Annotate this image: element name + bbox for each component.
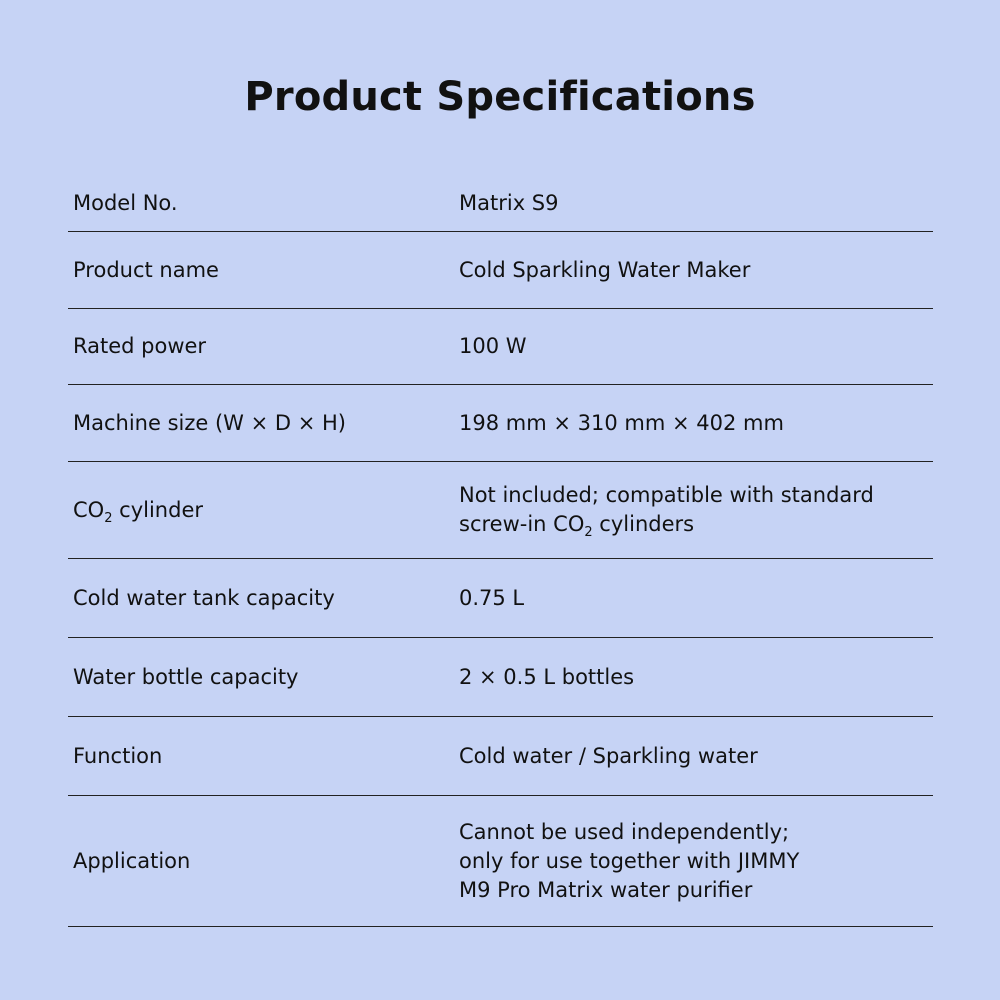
spec-value [459,332,933,361]
spec-value [459,663,933,692]
spec-label: Function [73,743,163,768]
subscript: 2 [584,525,593,540]
table-row [68,796,933,927]
spec-value [459,742,933,771]
table-row [68,559,933,638]
spec-label: Application [73,848,191,873]
spec-value [459,818,933,905]
table-row [68,717,933,796]
spec-label: Rated power [73,334,207,358]
spec-value [459,481,933,539]
spec-value-line [459,510,933,539]
spec-value-text: cylinders [592,512,695,536]
spec-label: Machine size (W × D × H) [73,410,346,435]
spec-value-line: 2 × 0.5 L bottles [459,664,635,689]
spec-label-text: CO [73,497,105,522]
spec-value-line: Cold water / Sparkling water [459,743,758,768]
table-row [68,176,933,232]
spec-value-line: Not included; compatible with standard [459,483,874,507]
spec-value-text: screw-in CO [459,512,585,536]
spec-value [459,256,933,285]
spec-value-line: Cold Sparkling Water Maker [459,257,751,282]
spec-value-line: 100 W [459,334,527,358]
table-row [68,309,933,385]
table-row [68,462,933,559]
spec-value-line: Cannot be used independently; [459,819,790,844]
spec-value-line: 198 mm × 310 mm × 402 mm [459,410,784,435]
spec-label [68,496,459,525]
spec-label: Model No. [73,191,178,215]
spec-value [459,189,933,218]
spec-value [459,584,933,613]
spec-label: Water bottle capacity [73,664,299,689]
spec-value-line: 0.75 L [459,585,525,610]
spec-label-text: cylinder [112,497,203,522]
table-row [68,232,933,309]
spec-value [459,409,933,438]
table-row [68,385,933,462]
spec-label: Product name [73,257,219,282]
page-title: Product Specifications [244,74,756,120]
table-row [68,638,933,717]
spec-label: Cold water tank capacity [73,585,335,610]
spec-value-line: Matrix S9 [459,191,559,215]
spec-value-line: M9 Pro Matrix water purifier [459,877,753,902]
subscript: 2 [104,510,113,526]
spec-value-line: only for use together with JIMMY [459,848,800,873]
